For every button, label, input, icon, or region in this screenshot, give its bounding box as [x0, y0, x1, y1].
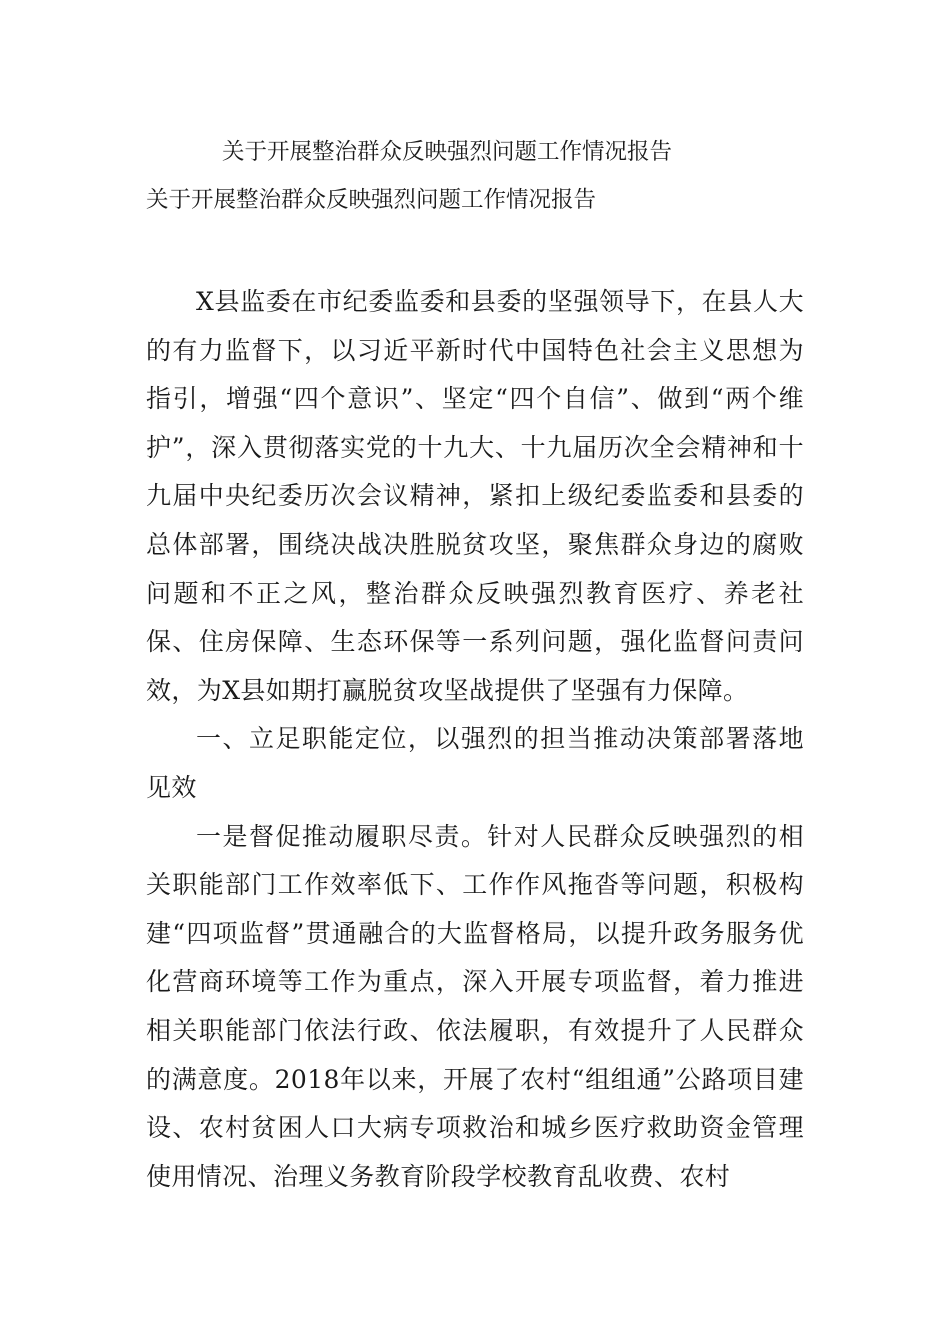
section-heading-1: 一、立足职能定位，以强烈的担当推动决策部署落地见效 — [146, 724, 804, 802]
document-body — [146, 278, 804, 1201]
paragraph-intro: X县监委在市纪委监委和县委的坚强领导下，在县人大的有力监督下，以习近平新时代中国特色社会主义思想为指引，增强“四个意识”、坚定“四个自信”、做到“两个维护”，深入贯彻落实党的十九大、十九届历次全会精神和十九届中央纪委历次会议精神，紧扣上级纪委监委和县委的总体部署，围绕决战决胜脱贫攻坚，聚焦群众身边的腐败问题和不正之风，整治群众反映强烈教育医疗、养老社保、住房保障、生态环保等一系列问题，强化监督问责问效，为X县如期打赢脱贫攻坚战提供了坚强有力保障。 — [146, 287, 804, 705]
document-subtitle: 关于开展整治群众反映强烈问题工作情况报告 — [146, 187, 597, 213]
document-title: 关于开展整治群众反映强烈问题工作情况报告 — [222, 139, 673, 165]
paragraph-point-1: 一是督促推动履职尽责。针对人民群众反映强烈的相关职能部门工作效率低下、工作作风拖沓等问题，积极构建“四项监督”贯通融合的大监督格局，以提升政务服务优化营商环境等工作为重点，深入开展专项监督，着力推进相关职能部门依法行政、依法履职，有效提升了人民群众的满意度。2018年以来，开展了农村“组组通”公路项目建设、农村贫困人口大病专项救治和城乡医疗救助资金管理使用情况、治理义务教育阶段学校教育乱收费、农村 — [146, 821, 804, 1191]
